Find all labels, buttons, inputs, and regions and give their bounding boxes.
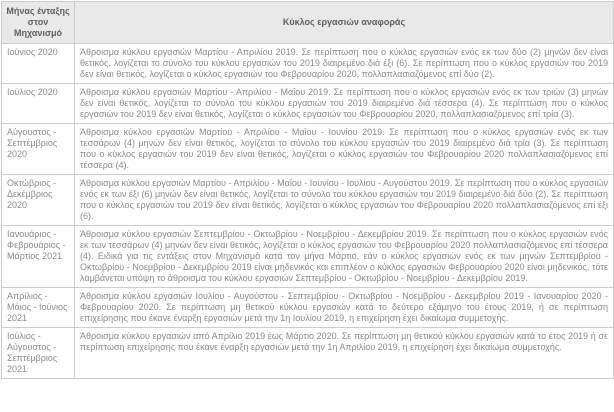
turnover-description-cell: Άθροισμα κύκλου εργασιών από Απρίλιο 2019 έως Μάρτιο 2020. Σε περίπτωση μη θετικού κύκλου εργασιών κατά το έτος 2019 ή σε περίπτωση επιχείρησης που έκανε έναρξη εργασιών μετά την 1η Απριλίου 2019, η επιχείρηση έχει δικαίωμα συμμετοχής. [75, 328, 614, 379]
table-row [2, 328, 614, 379]
month-cell: Ιούνιος 2020 [2, 44, 75, 84]
turnover-description-cell: Άθροισμα κύκλου εργασιών Μαρτίου - Απριλίου - Μαΐου - Ιουνίου 2019. Σε περίπτωση που ο κύκλος εργασιών ενός εκ των τεσσάρων (4) μηνών δεν είναι θετικός, λογίζεται το σύνολο του κύκλου εργασιών του 2019 διαιρεμένο διά τρία (3). Σε περίπτωση που ο κύκλος εργασιών του 2019 δεν είναι θετικός, λογίζεται ο κύκλος εργασιών του Φεβρουαρίου 2020 πολλαπλασιαζόμενος επί τέσσερα (4). [75, 124, 614, 175]
table-row [2, 226, 614, 288]
reference-turnover-table [1, 1, 614, 379]
month-cell: Ιούλιος - Αύγουστος - Σεπτέμβριος 2021 [2, 328, 75, 379]
turnover-description-cell: Άθροισμα κύκλου εργασιών Σεπτεμβρίου - Οκτωβρίου - Νοεμβρίου - Δεκεμβρίου 2019. Σε περίπτωση που ο κύκλος εργασιών ενός εκ των τεσσάρων (4) μηνών δεν είναι θετικός, λογίζεται ο κύκλος εργασιών του Φεβρουαρίου 2020 πολλαπλασιαζόμενος επί τέσσερα (4). Ειδικά για τις εντάξεις στον Μηχανισμό κατά τον μήνα Μάρτιο, εάν ο κύκλος εργασιών ενός εκ των μηνών Σεπτεμβρίου - Οκτωβρίου - Νοεμβρίου - Δεκεμβρίου 2019 είναι μηδενικός και επιπλέον ο κύκλος εργασιών Φεβρουαρίου 2020 είναι μηδενικός, τότε λαμβάνεται υπόψη το άθροισμα του κύκλου εργασιών Σεπτεμβρίου - Οκτωβρίου - Νοεμβρίου - Δεκεμβρίου 2019. [75, 226, 614, 288]
month-cell: Αύγουστος - Σεπτέμβριος 2020 [2, 124, 75, 175]
month-cell: Ιανουάριος - Φεβρουάριος - Μάρτιος 2021 [2, 226, 75, 288]
turnover-description-cell: Άθροισμα κύκλου εργασιών Μαρτίου - Απριλίου - Μαΐου - Ιουνίου - Ιουλίου - Αυγούστου 2019. Σε περίπτωση που ο κύκλος εργασιών ενός εκ των έξι (6) μηνών δεν είναι θετικός, λογίζεται το σύνολο του κύκλου εργασιών του 2019 διαιρεμένο διά δύο (2). Σε περίπτωση που ο κύκλος εργασιών του 2019 δεν είναι θετικός, λογίζεται ο κύκλος εργασιών του Φεβρουαρίου 2020 πολλαπλασιαζόμενος επί έξι (6). [75, 175, 614, 226]
month-cell: Απρίλιος - Μάιος - Ιούνιος 2021 [2, 288, 75, 328]
column-header-month: Μήνας ένταξης στον Μηχανισμό [2, 2, 75, 44]
table-row [2, 44, 614, 84]
table-row [2, 84, 614, 124]
table-header-row [2, 2, 614, 44]
table-row [2, 124, 614, 175]
month-cell: Οκτώβριος - Δεκέμβριος 2020 [2, 175, 75, 226]
table-row [2, 288, 614, 328]
column-header-turnover: Κύκλος εργασιών αναφοράς [75, 2, 614, 44]
turnover-description-cell: Άθροισμα κύκλου εργασιών Ιουλίου - Αυγούστου - Σεπτεμβρίου - Οκτωβρίου - Νοεμβρίου - Δεκεμβρίου 2019 - Ιανουαρίου 2020 - Φεβρουαρίου 2020. Σε περίπτωση μη θετικού κύκλου εργασιών κατά το δεύτερο εξάμηνο του έτους 2019, ή σε περίπτωση επιχείρησης που έκανε έναρξη εργασιών μετά την 1η Ιουλίου 2019, η επιχείρηση έχει δικαίωμα συμμετοχής. [75, 288, 614, 328]
month-cell: Ιούλιος 2020 [2, 84, 75, 124]
turnover-description-cell: Άθροισμα κύκλου εργασιών Μαρτίου - Απριλίου - Μαΐου 2019. Σε περίπτωση που ο κύκλος εργασιών ενός εκ των τριών (3) μηνών δεν είναι θετικός, λογίζεται το σύνολο του κύκλου εργασιών του 2019 διαιρεμένο διά τέσσερα (4). Σε περίπτωση που ο κύκλος εργασιών του 2019 δεν είναι θετικός, λογίζεται ο κύκλος εργασιών του Φεβρουαρίου 2020, πολλαπλασιαζόμενος επί τρία (3). [75, 84, 614, 124]
turnover-description-cell: Άθροισμα κύκλου εργασιών Μαρτίου - Απριλίου 2019. Σε περίπτωση που ο κύκλος εργασιών ενός εκ των δύο (2) μηνών δεν είναι θετικός, λογίζεται το σύνολο του κύκλου εργασιών του 2019 διαιρεμένο διά έξι (6). Σε περίπτωση που ο κύκλος εργασιών του 2019 δεν είναι θετικός, λογίζεται ο κύκλος εργασιών του Φεβρουαρίου 2020, πολλαπλασιαζόμενος επί δύο (2). [75, 44, 614, 84]
table-row [2, 175, 614, 226]
